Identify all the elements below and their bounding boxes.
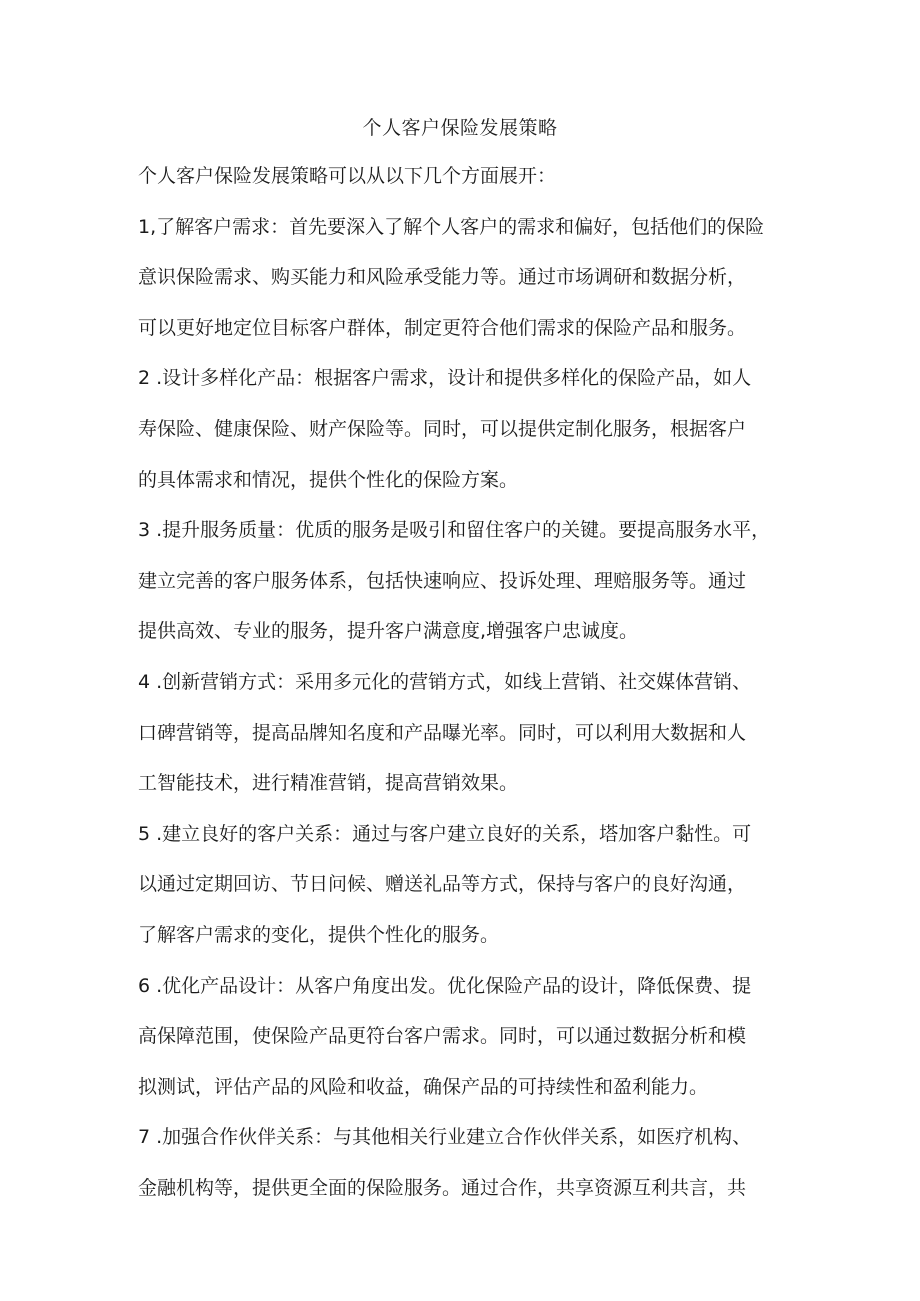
text-line: 7 .加强合作伙伴关系：与其他相关行业建立合作伙伴关系，如医疗机构、 (138, 1126, 752, 1149)
text-line: 的具体需求和情况，提供个性化的保险方案。 (138, 468, 519, 491)
text-line: 口碑营销等，提高品牌知名度和产品曝光率。同时，可以利用大数据和人 (138, 721, 747, 744)
text-line: 寿保险、健康保险、财产保险等。同时，可以提供定制化服务，根据客户 (138, 417, 747, 440)
text-line: 工智能技术，进行精准营销，提高营销效果。 (138, 772, 519, 795)
text-line: 高保障范围，使保险产品更符台客户需求。同时，可以通过数据分析和模 (138, 1025, 747, 1048)
text-line: 1,了解客户需求：首先要深入了解个人客户的需求和偏好，包括他们的保险 (138, 215, 765, 238)
text-line: 6 .优化产品设计：从客户角度出发。优化保险产品的设计，降低保费、提 (138, 974, 752, 997)
text-line: 个人客户保险发展策略可以从以下几个方面展开： (138, 165, 557, 187)
text-line: 可以更好地定位目标客户群体，制定更符合他们需求的保险产品和服务。 (138, 316, 747, 339)
document-title: 个人客户保险发展策略 (362, 117, 558, 139)
text-line: 了解客户需求的变化，提供个性化的服务。 (138, 923, 500, 946)
text-line: 5 .建立良好的客户关系：通过与客户建立良好的关系，塔加客户黏性。可 (138, 822, 752, 845)
text-line: 建立完善的客户服务体系，包括快速响应、投诉处理、理赔服务等。通过 (138, 569, 747, 592)
text-line: 意识保险需求、购买能力和风险承受能力等。通过市场调研和数据分析， (138, 266, 747, 289)
text-line: 2 .设计多样化产品：根据客户需求，设计和提供多样化的保险产品，如人 (138, 367, 752, 390)
text-line: 4 .创新营销方式：采用多元化的营销方式，如线上营销、社交媒体营销、 (138, 670, 752, 693)
text-line: 拟测试，评估产品的风险和收益，确保产品的可持续性和盈利能力。 (138, 1075, 709, 1098)
text-line: 以通过定期回访、节日问候、赠送礼品等方式，保持与客户的良好沟通， (138, 873, 747, 896)
text-line: 金融机构等，提供更全面的保险服务。通过合作，共享资源互利共言，共 (138, 1176, 747, 1199)
document-body (138, 158, 793, 1220)
text-line: 3 .提升服务质量：优质的服务是吸引和留住客户的关键。要提高服务水平， (138, 519, 771, 542)
text-line: 提供高效、专业的服务，提升客户满意度,增强客户忠诚度。 (138, 620, 639, 643)
